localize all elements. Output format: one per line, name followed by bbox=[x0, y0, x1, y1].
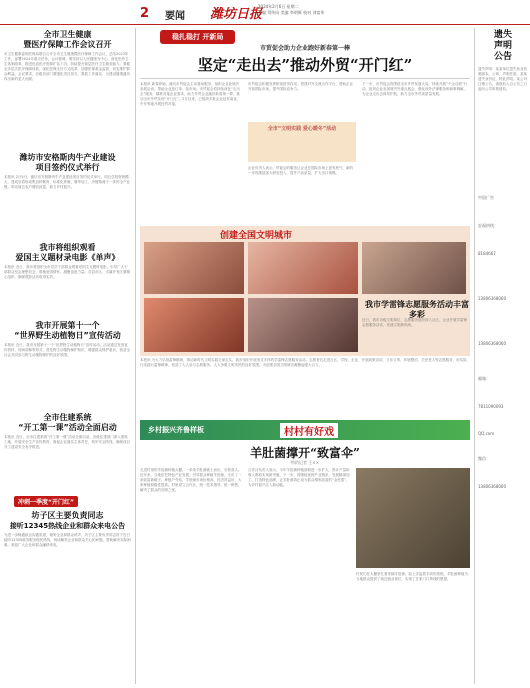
article-2-title-line2: 项目签约仪式举行 bbox=[35, 163, 100, 172]
left-column bbox=[4, 30, 131, 680]
bottom-body-col-1: 走进村里的羊肚菌种植大棚，一朵朵羊肚菌破土而出，长势喜人。近年来，当地依托特色产业发展，引导群众种植羊肚菌，走出了一条致富新路子。种植户介绍，羊肚菌市场价格高，经济效益好，大家种植积极性很高。村里成立合作社，统一技术指导、统一销售，解决了群众的后顾之忧。 bbox=[140, 468, 242, 492]
column-divider-right bbox=[474, 28, 475, 684]
banner-main: 村村有好戏 bbox=[280, 423, 338, 438]
top-story bbox=[140, 28, 470, 223]
middle-headline: 我市学雷锋志愿服务活动丰富多彩 bbox=[365, 300, 469, 319]
article-3 bbox=[4, 243, 131, 263]
article-6-body: 为进一步畅通政企沟通渠道，倾听企业和群众呼声，坊子区主要负责同志将于近日接听12345政务服务便民热线，现场解答企业和群众关心的问题，帮助解决实际困难。欢迎广大企业和群众踊跃来电。 bbox=[4, 533, 131, 547]
sidebar-title-3: 公告 bbox=[493, 52, 512, 62]
article-4-body: 本报讯 近日，我市开展第十一个“世界野生动植物日”宣传活动。活动通过发放宣传资料、现场讲解等形式，普及野生动植物保护知识，增强群众保护意识，营造全社会共同参与野生动植物保护的良好氛围。 bbox=[4, 343, 130, 357]
article-6-title-line2: 接听12345热线企业和群众来电公告 bbox=[9, 522, 126, 530]
top-inset-box bbox=[248, 122, 356, 162]
banner-kicker: 乡村振兴齐鲁样板 bbox=[148, 426, 204, 434]
middle-body: 近日，我市各级文明单位、志愿服务组织深入社区、企业开展学雷锋志愿服务活动，传递文明新风尚。 bbox=[362, 318, 467, 327]
ad-label-3: 8184667 bbox=[478, 251, 496, 256]
photo-4 bbox=[144, 298, 244, 352]
ad-label-10: 13806368060 bbox=[478, 484, 506, 489]
page-header bbox=[0, 0, 530, 25]
ad-label-8: QQ.com bbox=[478, 431, 495, 436]
sidebar-title-2: 声明 bbox=[493, 41, 512, 51]
top-headline: 坚定“走出去”推动外贸“开门红” bbox=[197, 56, 413, 74]
article-4 bbox=[4, 321, 131, 341]
top-kicker: 市贸促会助力企业跑好新春第一棒 bbox=[259, 45, 350, 52]
classifieds-sidebar bbox=[478, 30, 528, 680]
article-5-title-line1: 全市住建系统 bbox=[43, 413, 92, 422]
ad-label-5: 13806368060 bbox=[478, 341, 506, 346]
top-body-col-2: 市贸促会积极发挥桥梁纽带作用，搭建对外交流合作平台，帮助企业开拓国际市场，提升国际竞争力。 bbox=[248, 82, 353, 91]
article-3-body: 本报讯 近日，我市将组织全市党员干部群众观看爱国主义题材电影，引导广大干部群众坚定理想信念，厚植爱国情怀，凝聚奋进力量。各县市区、市属开发区要精心组织，确保观影活动取得实效。 bbox=[4, 265, 130, 279]
photo-2 bbox=[248, 242, 358, 294]
article-3-title-line1: 我市将组织观看 bbox=[39, 243, 96, 252]
photo-banner-title: 创建全国文明城市 bbox=[220, 231, 293, 241]
photo-3 bbox=[362, 242, 466, 294]
photo-1 bbox=[144, 242, 244, 294]
newspaper-logo: 潍坊日报 bbox=[210, 7, 263, 22]
photo-5 bbox=[248, 298, 358, 352]
section-name: 要闻 bbox=[165, 11, 185, 22]
header-meta bbox=[258, 4, 324, 16]
top-rule bbox=[140, 78, 470, 79]
page-number: 2 bbox=[140, 6, 150, 21]
ad-label-1: 中国广告 bbox=[478, 195, 494, 200]
editor-line: 责编 刘传向 美编 李明辉 校对 刘富华 bbox=[258, 10, 325, 15]
article-4-title-line2: “世界野生动植物日”宣传活动 bbox=[14, 331, 121, 340]
article-3-title-line2: 爱国主义题材录电影《单声》 bbox=[15, 253, 120, 262]
tag-bar bbox=[4, 495, 131, 507]
article-1-title-line2: 暨医疗保障工作会议召开 bbox=[23, 40, 112, 49]
ad-label-7: 7811090093 bbox=[478, 404, 504, 409]
date-line: 2024年2月6日 星期二 bbox=[258, 4, 299, 9]
article-2 bbox=[4, 153, 131, 173]
ad-label-9: 微信： bbox=[478, 456, 490, 461]
bottom-headline: 羊肚菌撑开“致富伞” bbox=[250, 446, 360, 460]
article-1-title-line1: 全市卫生健康 bbox=[43, 30, 92, 39]
bottom-body-col-3: 村民们在大棚里忙着采摘羊肚菌，脸上洋溢着丰收的喜悦。羊肚菌种植为当地群众提供了就近就业岗位，实现了在家门口挣钱的愿望。 bbox=[356, 572, 468, 581]
ad-label-6: 邮箱： bbox=[478, 376, 490, 381]
article-1-body: 市卫生健康委和医保局联合召开全市卫生健康暨医疗保障工作会议，总结2023年工作，部署2024年重点任务。会议强调，要坚持以人民健康为中心，深化医药卫生体制改革，推进优质医疗资源扩容下沉，持续提升基层医疗卫生服务能力。要健全多层次医疗保障体系，深化医保支付方式改革，加强医保基金监管，切实维护群众利益。会议要求，各级各部门要强化责任担当，狠抓工作落实，为建设健康潍坊作出新的更大贡献。 bbox=[4, 52, 130, 81]
inset-subhead: 全市“文明实践 爱心暖冬”活动 bbox=[267, 126, 337, 132]
tag-label: 冲刺一季度“开门红” bbox=[14, 496, 78, 507]
article-2-title-line1: 潍坊市安格斯肉牛产业建设 bbox=[19, 153, 116, 162]
ad-label-2: 安福热线： bbox=[478, 223, 498, 228]
article-6-title-line1: 坊子区主要负责同志 bbox=[31, 511, 104, 520]
column-divider-left bbox=[135, 28, 136, 684]
sidebar-title-1: 遗失 bbox=[493, 30, 512, 40]
middle-columns: 本报讯 为大力弘扬雷锋精神，推动新时代文明实践走深走实，我市组织开展形式多样的学雷锋志愿服务活动。志愿者们走进社区、学校、企业，开展政策宣讲、义诊义剪、环境整治、关爱老人等志愿服务，用实际行动践行雷锋精神，营造了人人参与志愿服务、人人争做文明市民的良好氛围，为创建全国文明城市凝聚起强大合力。 bbox=[140, 358, 467, 367]
top-body-col-4: 下一步，市贸促会将围绕全市外贸发展大局，持续开展“千企百展”行动，组织企业参加境内外重点展会，强化涉外法律服务和商事调解，为企业走出去保驾护航，助力全市外贸高质量发展。 bbox=[362, 82, 468, 96]
ribbon-label: 稳扎稳打 开新局 bbox=[160, 30, 235, 44]
sidebar-notices: 遗失声明：某某单位遗失营业执照副本、公章，声明作废。某某遗失身份证，特此声明。某公司注销公告，请债权人自公告之日起向公司申报债权。 bbox=[478, 67, 527, 91]
article-4-title-line1: 我市开展第十一个 bbox=[35, 321, 100, 330]
bottom-body-col-2: 合作社负责人表示，今年羊肚菌种植面积进一步扩大，预计产量和收入都将实现新突破。下一步，将继续延伸产业链条，发展精深加工，打造特色品牌，让羊肚菌真正成为群众增收致富的“金疙瘩”，为乡村振兴注入新动能。 bbox=[248, 468, 350, 487]
bottom-banner bbox=[140, 420, 470, 440]
bottom-photo bbox=[356, 468, 470, 568]
bottom-byline: 特约记者 王×× bbox=[291, 460, 319, 465]
article-5-title-line2: “开工第一课”活动全面启动 bbox=[18, 423, 117, 432]
article-6 bbox=[4, 511, 131, 531]
article-2-body: 本报讯 2月5日，潍坊市安格斯肉牛产业建设项目签约仪式举行。项目总投资规模大，建成后将形成集良种繁育、标准化养殖、屠宰加工、冷链物流于一体的全产业链，带动周边农户增收致富，助力乡村振兴。 bbox=[4, 175, 130, 189]
article-1 bbox=[4, 30, 131, 50]
top-body-col-1: 本报讯 新春伊始，潍坊市贸促会主动靠前服务，组织企业赴境外参展洽谈，帮助企业抢订单、拓市场。市贸促会将持续深化“走出去”服务，精准对接企业需求，助力外贸企业跑好新春第一棒，推动全市外贸实现“开门红”。2月以来，已组织多批企业赴东南亚、中东等地开展经贸对接。 bbox=[140, 82, 241, 106]
article-5 bbox=[4, 413, 131, 433]
top-body-col-3: 企业负责人表示，贸促会的服务让企业在国际市场上更有底气，新的一年将继续加大研发投入，提升产品质量，扩大出口规模。 bbox=[248, 166, 353, 175]
article-5-body: 本报讯 近日，全市住建系统“开工第一课”活动全面启动。各级住建部门深入建筑工地，开展安全生产宣传教育，督促企业落实主体责任，筑牢安全防线，确保项目开工建设安全有序推进。 bbox=[4, 435, 130, 449]
ad-label-4: 13806368060 bbox=[478, 296, 506, 301]
